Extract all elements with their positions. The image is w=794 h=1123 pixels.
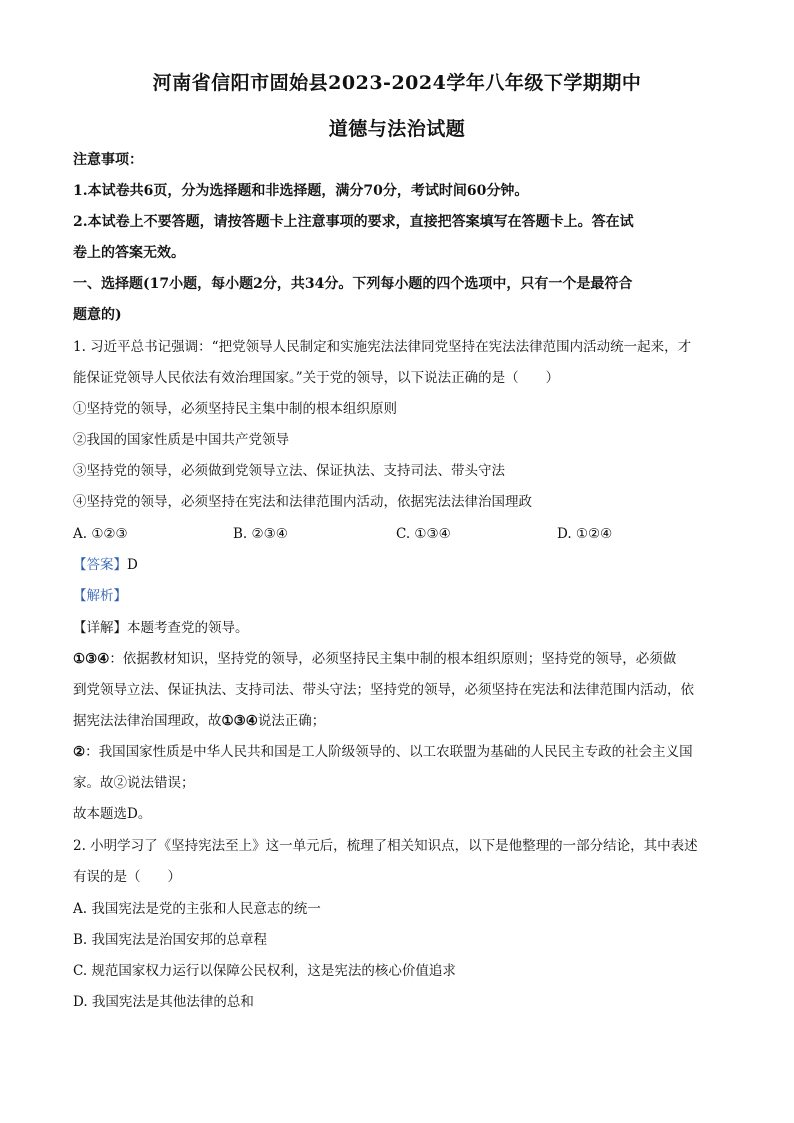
detail-tag: 【详解】	[73, 620, 127, 636]
q1-answer-row	[73, 555, 723, 575]
q2-stem-line-1: 2. 小明学习了《坚持宪法至上》这一单元后，梳理了相关知识点，以下是他整理的一部分结论，其中表述	[73, 838, 698, 854]
q1-explain-1-line-3	[73, 711, 723, 731]
explain-marks-inline: ①③④	[221, 713, 258, 729]
explain-text-pre: 据宪法法律治国理政，故	[73, 713, 222, 729]
detail-text: 本题考查党的领导。	[127, 620, 249, 636]
q2-option-b: B. 我国宪法是治国安邦的总章程	[73, 932, 268, 948]
q1-option-b: B. ②③④	[233, 526, 288, 542]
q1-statement-2: ②我国的国家性质是中国共产党领导	[73, 432, 289, 448]
q2-option-a: A. 我国宪法是党的主张和人民意志的统一	[73, 901, 321, 917]
q1-stem-line-2: 能保证党领导人民依法有效治理国家。”关于党的领导，以下说法正确的是（ ）	[73, 370, 560, 386]
q1-stem-line-1: 1. 习近平总书记强调：“把党领导人民制定和实施宪法法律同党坚持在宪法法律范围内活动统一起来，才	[73, 339, 692, 355]
q1-statement-1: ①坚持党的领导，必须坚持民主集中制的根本组织原则	[73, 401, 397, 417]
explain-marks: ①③④	[73, 651, 110, 667]
notice-heading: 注意事项：	[73, 152, 143, 168]
exam-subtitle: 道德与法治试题	[328, 118, 466, 140]
explain-text-post: 说法正确；	[257, 713, 326, 729]
answer-tag: 【答案】	[73, 557, 127, 573]
answer-value: D	[127, 557, 138, 573]
q1-statement-3: ③坚持党的领导，必须做到党领导立法、保证执法、支持司法、带头守法	[73, 463, 505, 479]
explain-text: ：依据教材知识，坚持党的领导，必须坚持民主集中制的根本组织原则；坚持党的领导，必须做	[109, 651, 677, 667]
notice-item-2-line-1: 2.本试卷上不要答题，请按答题卡上注意事项的要求，直接把答案填写在答题卡上。答在试	[73, 214, 634, 230]
analysis-tag: 【解析】	[73, 588, 127, 604]
q1-explain-2-line-2: 家。故②说法错误；	[73, 775, 195, 791]
q1-option-d: D. ①②④	[557, 526, 613, 542]
detail-row	[73, 618, 723, 638]
q1-option-a: A. ①②③	[73, 526, 128, 542]
section-heading-line-2: 题意的)	[73, 307, 122, 323]
explain-mark-2: ②	[73, 744, 86, 760]
q2-option-c: C. 规范国家权力运行以保障公民权利，这是宪法的核心价值追求	[73, 963, 456, 979]
q1-statement-4: ④坚持党的领导，必须坚持在宪法和法律范围内活动，依据宪法法律治国理政	[73, 494, 532, 510]
exam-title: 河南省信阳市固始县2023-2024学年八年级下学期期中	[152, 72, 642, 94]
section-heading-line-1: 一、选择题(17小题，每小题2分，共34分。下列每小题的四个选项中，只有一个是最符合	[73, 276, 633, 292]
q1-explain-1-line-1	[73, 649, 723, 669]
q1-explain-2-line-1	[73, 742, 723, 762]
q1-conclusion: 故本题选D。	[73, 806, 152, 822]
q1-explain-1-line-2: 到党领导立法、保证执法、支持司法、带头守法；坚持党的领导，必须坚持在宪法和法律范围内活动，依	[73, 682, 694, 698]
q1-option-c: C. ①③④	[396, 526, 451, 542]
q2-option-d: D. 我国宪法是其他法律的总和	[73, 994, 254, 1010]
explain-text-2: ：我国国家性质是中华人民共和国是工人阶级领导的、以工农联盟为基础的人民民主专政的社会主义国	[85, 744, 693, 760]
q2-stem-line-2: 有误的是（ ）	[73, 869, 181, 885]
notice-item-1: 1.本试卷共6页，分为选择题和非选择题，满分70分，考试时间60分钟。	[73, 183, 529, 199]
notice-item-2-line-2: 卷上的答案无效。	[73, 245, 185, 261]
